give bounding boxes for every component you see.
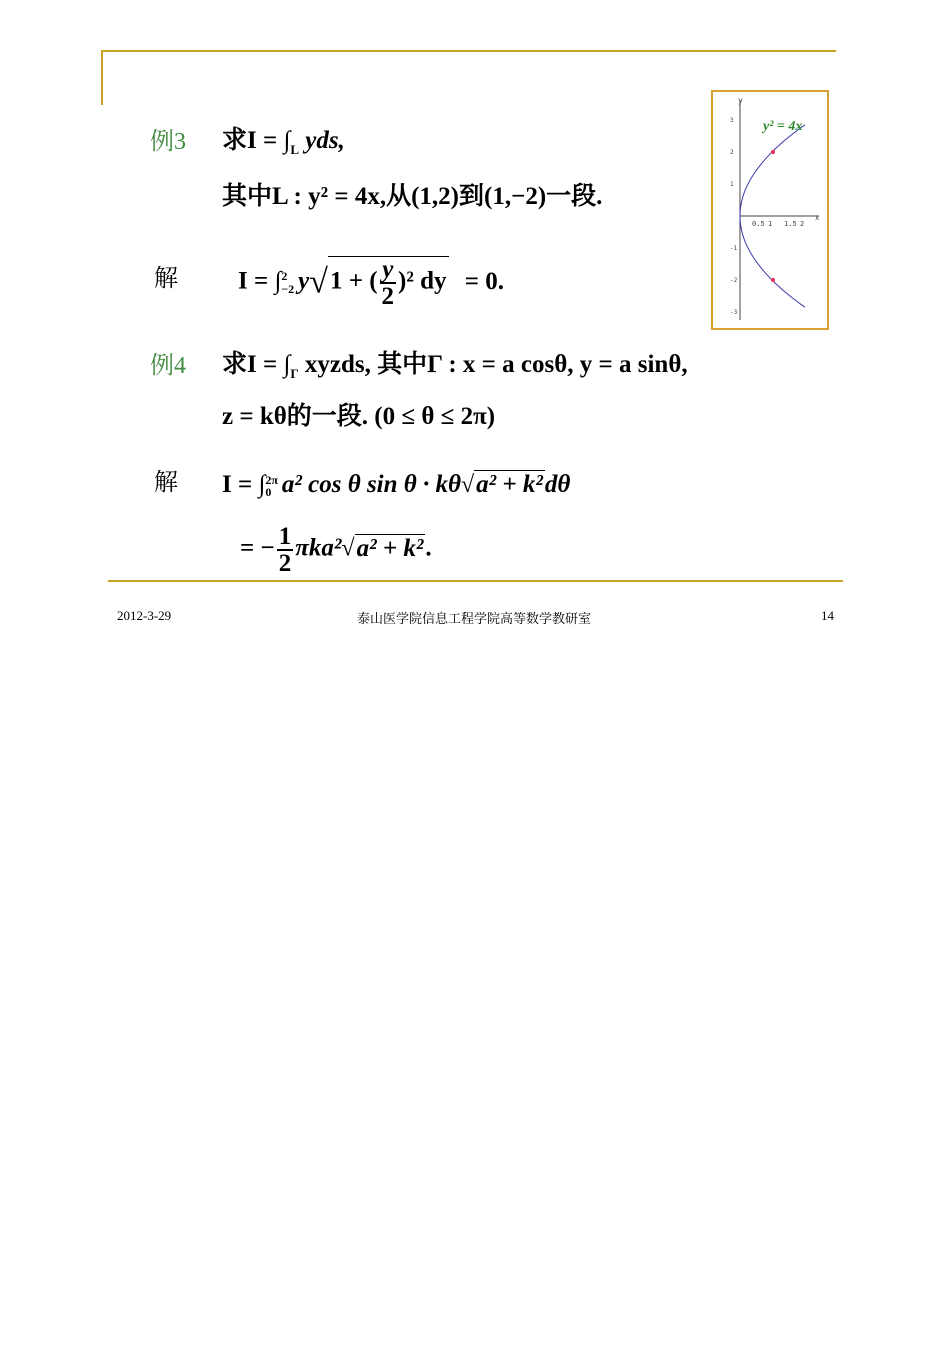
example4-problem: 求$I = \int_\Gamma$ xyzds, 其中Γ : x = a cosθ, y = a sinθ, [222,351,688,381]
example4-solution-line1: I = ∫ 2π 0 a² cos θ sin θ · kθ√a² + k²dθ [222,471,571,500]
y-tick-label: -2 [730,277,738,284]
x-tick-label: 1.5 [784,220,797,228]
x-axis-label: x [815,214,820,222]
y-tick-label: 3 [730,117,734,124]
example3-label: 例3 [150,129,186,155]
point-start [771,150,775,154]
top-rule [101,50,836,52]
x-tick-label: 1 [768,220,773,228]
x-tick-label: 0.5 [752,220,765,228]
y-tick-label: -1 [730,245,738,252]
footer-institution: 泰山医学院信息工程学院高等数学教研室 [357,611,592,626]
bottom-rule [108,580,843,582]
example3-solution-label: 解 [154,266,178,292]
plot-equation: y² = 4x [763,119,803,134]
y-tick-label: 2 [730,149,734,156]
parabola-plot-svg [713,92,827,328]
example4-solution-label: 解 [154,470,178,496]
example3-problem-line2: 其中L : y² = 4x,从(1,2)到(1,−2)一段. [222,183,603,210]
left-rule [101,50,103,105]
example4-problem-line2: z = kθ的一段. (0 ≤ θ ≤ 2π) [222,403,496,430]
parabola-plot [711,90,829,330]
example3-problem: 求$I = \int_L$ yds, [222,127,345,157]
example4-solution-line2: = − $\frac{1}{2}$ πka²√a² + k². [240,523,432,577]
footer-page: 14 [821,608,834,623]
y-axis-label: y [738,96,743,105]
example4-label: 例4 [150,353,186,379]
y-tick-label: 1 [730,181,734,188]
x-tick-label: 2 [800,220,805,228]
y-tick-label: -3 [730,309,738,316]
footer-date: 2012-3-29 [117,608,172,623]
point-end [771,278,775,282]
example3-solution: I = ∫ 2 −2 y√1 + ( $\frac{y}{2}$ )² dy = 0. [238,256,505,310]
